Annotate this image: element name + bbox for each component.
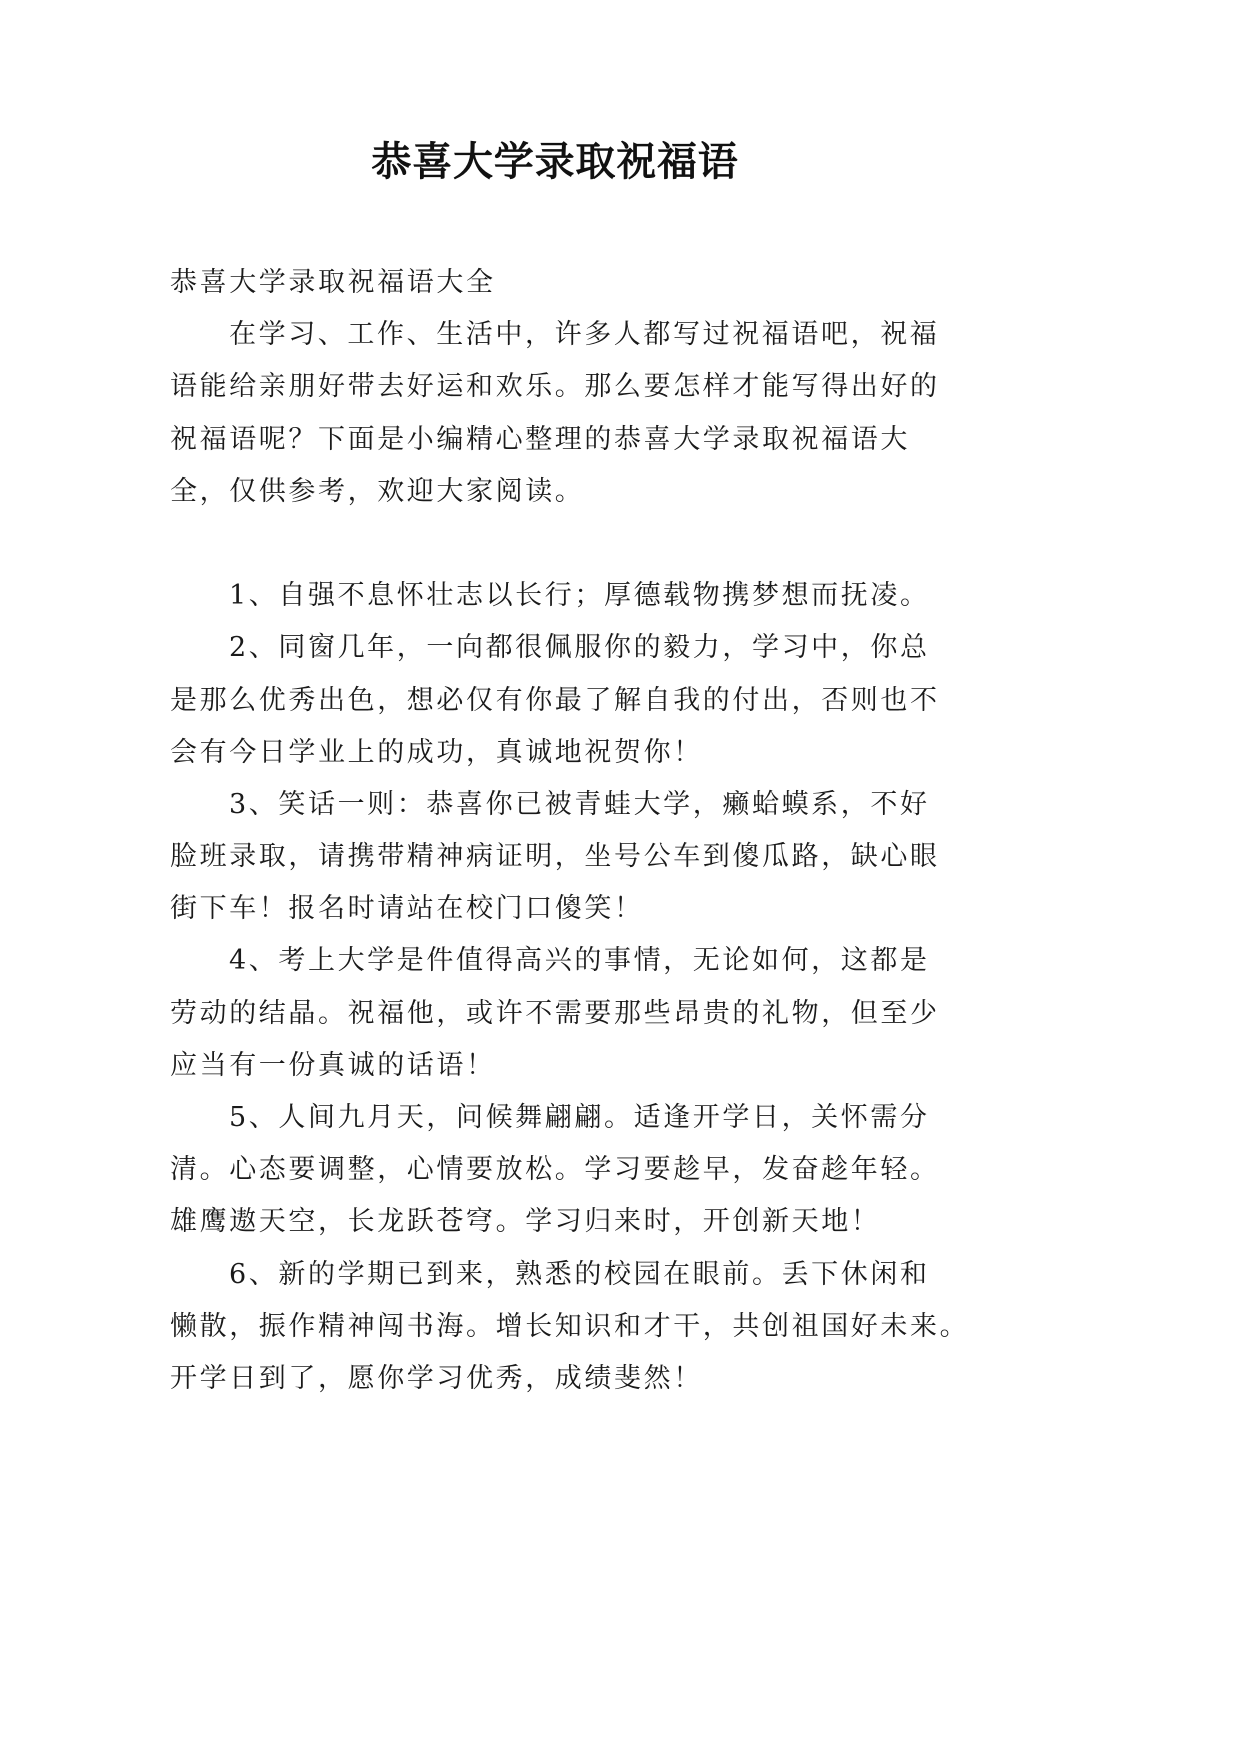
blessing-item-2 <box>170 622 970 779</box>
paragraph-line: 祝福语呢？下面是小编精心整理的恭喜大学录取祝福语大 <box>170 423 910 455</box>
paragraph-line: 2、同窗几年，一向都很佩服你的毅力，学习中，你总 <box>229 632 930 664</box>
blessing-item-4 <box>170 935 970 1092</box>
paragraph-line: 懒散，振作精神闯书海。增长知识和才干，共创祖国好未来。 <box>170 1310 970 1342</box>
blessing-item-1 <box>170 570 970 622</box>
blank-line <box>170 518 970 570</box>
paragraph-line: 在学习、工作、生活中，许多人都写过祝福语吧，祝福 <box>229 319 940 351</box>
blessing-item-6 <box>170 1249 970 1406</box>
paragraph-line: 6、新的学期已到来，熟悉的校园在眼前。丢下休闲和 <box>229 1258 930 1290</box>
paragraph-line: 劳动的结晶。祝福他，或许不需要那些昂贵的礼物，但至少 <box>170 997 940 1029</box>
paragraph-line: 雄鹰遨天空，长龙跃苍穹。学习归来时，开创新天地！ <box>170 1206 881 1238</box>
paragraph-line: 清。心态要调整，心情要放松。学习要趁早，发奋趁年轻。 <box>170 1154 940 1186</box>
paragraph-line: 4、考上大学是件值得高兴的事情，无论如何，这都是 <box>229 945 930 977</box>
document-title: 恭喜大学录取祝福语 <box>371 138 739 185</box>
blessing-item-3 <box>170 779 970 936</box>
paragraph-line: 是那么优秀出色，想必仅有你最了解自我的付出，否则也不 <box>170 684 940 716</box>
paragraph-line: 全，仅供参考，欢迎大家阅读。 <box>170 475 585 507</box>
document-body <box>170 257 970 1405</box>
document-subtitle: 恭喜大学录取祝福语大全 <box>170 267 496 298</box>
paragraph-line: 1、自强不息怀壮志以长行；厚德载物携梦想而抚凌。 <box>229 580 930 612</box>
paragraph-line: 3、笑话一则：恭喜你已被青蛙大学，癞蛤蟆系，不好 <box>229 788 930 820</box>
intro-paragraph <box>170 309 970 518</box>
blessing-item-5 <box>170 1092 970 1249</box>
paragraph-line: 开学日到了，愿你学习优秀，成绩斐然！ <box>170 1362 703 1394</box>
paragraph-line: 5、人间九月天，问候舞翩翩。适逢开学日，关怀需分 <box>229 1102 930 1133</box>
paragraph-line: 会有今日学业上的成功，真诚地祝贺你！ <box>170 736 703 768</box>
paragraph-line: 街下车！报名时请站在校门口傻笑！ <box>170 893 644 925</box>
paragraph-line: 应当有一份真诚的话语！ <box>170 1049 496 1081</box>
paragraph-line: 语能给亲朋好带去好运和欢乐。那么要怎样才能写得出好的 <box>170 371 940 403</box>
paragraph-line: 脸班录取，请携带精神病证明，坐号公车到傻瓜路，缺心眼 <box>170 841 940 873</box>
